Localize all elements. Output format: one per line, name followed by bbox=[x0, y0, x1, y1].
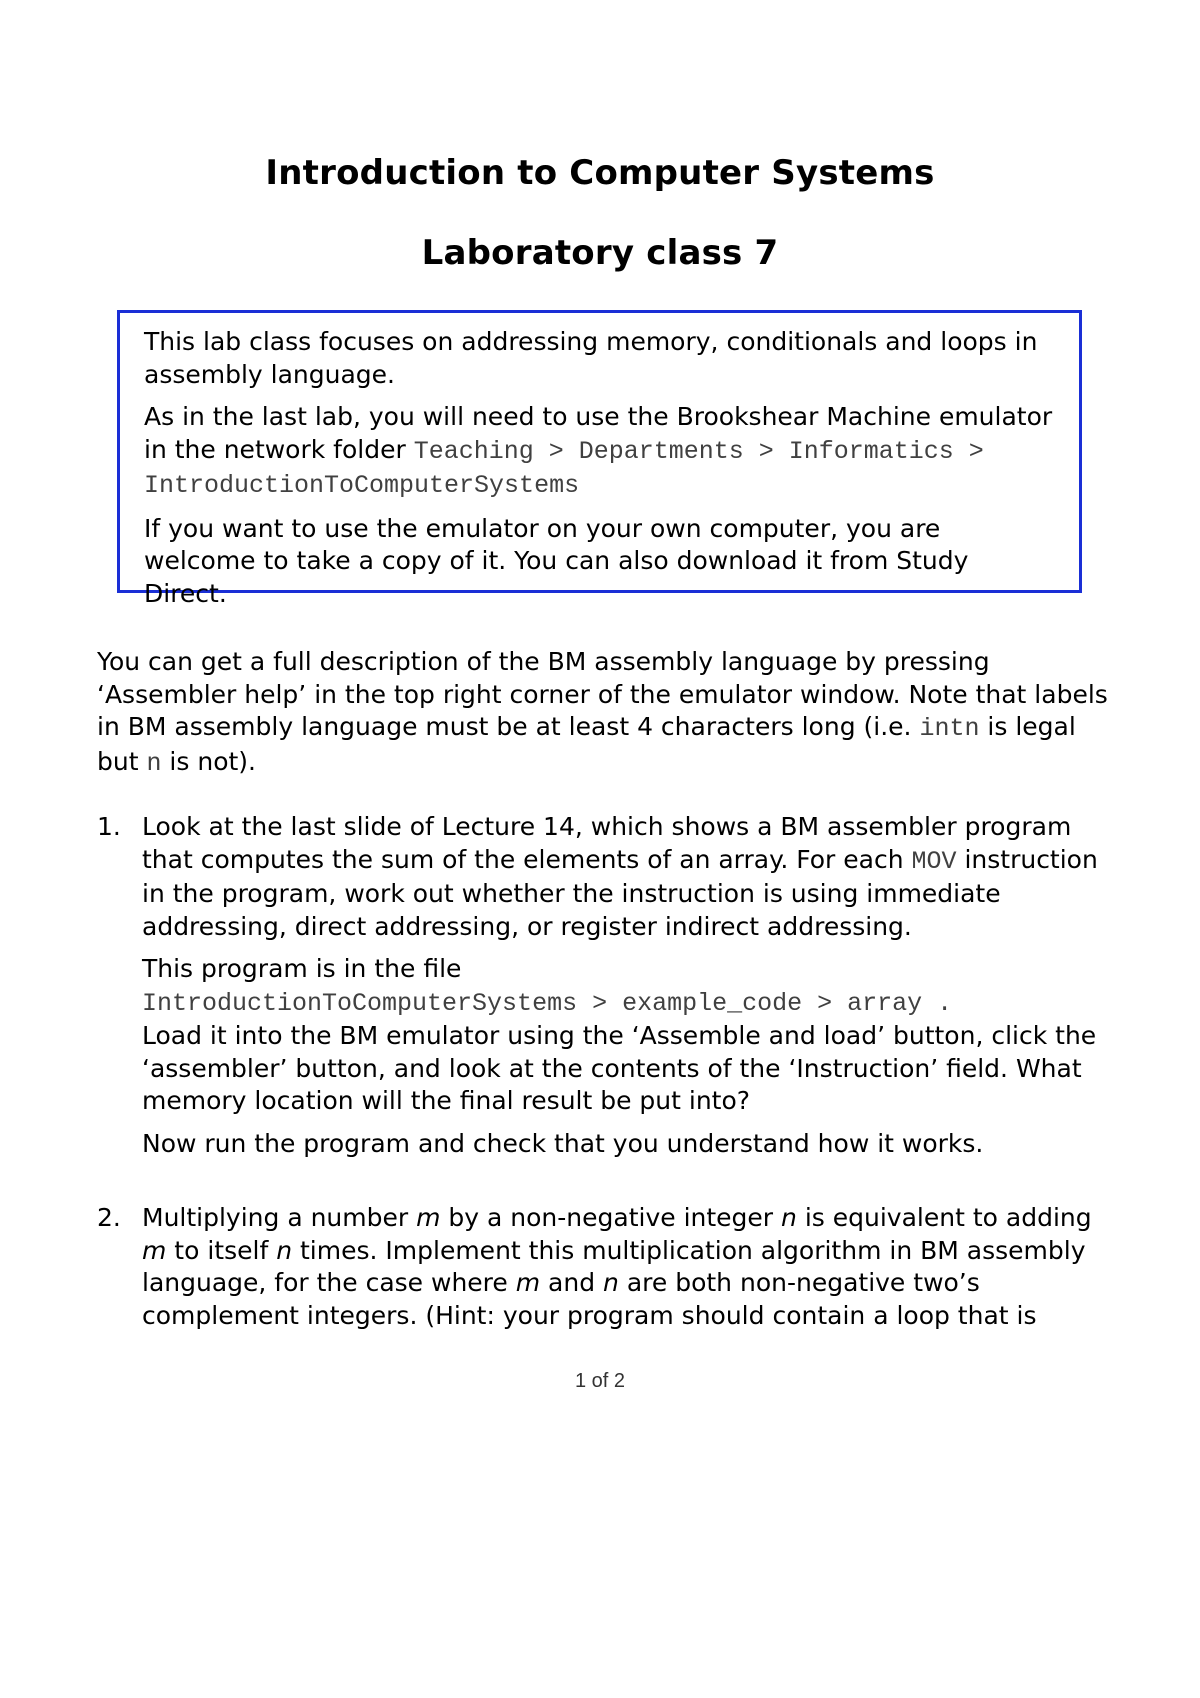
question-1-instructions: Load it into the BM emulator using the ‘Assemble and load’ button, click the ‘assembler’ button, and look at the contents of the ‘Instruction’ field. What memory location will the final result be put into? bbox=[142, 1021, 1097, 1115]
question-1-paragraph-3: Now run the program and check that you understand how it works. bbox=[142, 1128, 984, 1158]
question-1-text-2: instruction in the program, work out whether the instruction is using immediate addressing, direct addressing, or register indirect addressing. bbox=[142, 844, 1098, 941]
intro-box bbox=[117, 310, 1082, 608]
question-2 bbox=[97, 1202, 1117, 1342]
question-1-paragraph-1 bbox=[142, 811, 1117, 943]
intro-paragraph-3: If you want to use the emulator on your own computer, you are welcome to take a copy of it. You can also download it from Study Direct. bbox=[144, 513, 969, 608]
var-m: m bbox=[515, 1268, 541, 1297]
var-n: n bbox=[781, 1203, 797, 1232]
question-2-paragraph bbox=[142, 1202, 1117, 1332]
question-2-text: Multiplying a number bbox=[142, 1203, 417, 1232]
question-2-text: times. Implement this multiplication algorithm in BM assembly language, for the case where bbox=[142, 1235, 1086, 1297]
page-number: 1 of 2 bbox=[574, 1370, 626, 1392]
intro-paragraph-2-text: As in the last lab, you will need to use the Brookshear Machine emulator in the network folder bbox=[144, 402, 1053, 464]
question-2-text: are both non-negative two’s complement integers. (Hint: your program should contain a loop that is bbox=[142, 1268, 1037, 1330]
question-1-paragraph-2 bbox=[142, 953, 1117, 1118]
question-1-file-intro: This program is in the file bbox=[142, 954, 462, 983]
intro-paragraph-1: This lab class focuses on addressing memory, conditionals and loops in assembly language. bbox=[144, 327, 1038, 389]
question-1 bbox=[97, 811, 1117, 1170]
description-text-3: is not). bbox=[161, 746, 256, 776]
question-2-text: is equivalent to adding bbox=[796, 1203, 1092, 1232]
code-mov: MOV bbox=[911, 846, 957, 876]
var-n: n bbox=[603, 1268, 619, 1297]
description-text-1: You can get a full description of the BM assembly language by pressing ‘Assembler help’ in the top right corner of the emulator window. Note that labels in BM assembly language must be at least 4 characters long (i.e. bbox=[97, 647, 1108, 741]
page-subtitle: Laboratory class 7 bbox=[421, 233, 779, 273]
code-n: n bbox=[146, 748, 162, 778]
network-folder-path: Teaching > Departments > Informatics > IntroductionToComputerSystems bbox=[144, 436, 984, 500]
var-m: m bbox=[142, 1235, 167, 1265]
var-m: m bbox=[416, 1203, 441, 1232]
code-intn: intn bbox=[919, 714, 980, 743]
description-text-2: is legal but bbox=[97, 712, 1076, 776]
question-2-text: by a non-negative integer bbox=[440, 1203, 782, 1232]
intro-paragraph-2 bbox=[144, 401, 1059, 503]
question-2-text: to itself bbox=[166, 1235, 277, 1265]
question-1-text-1: Look at the last slide of Lecture 14, which shows a BM assembler program that computes the sum of the elements of an array. For each bbox=[142, 812, 1072, 874]
question-2-text: and bbox=[540, 1268, 604, 1297]
var-n: n bbox=[276, 1235, 293, 1265]
question-2-number: 2. bbox=[97, 1203, 121, 1232]
example-file-path: IntroductionToComputerSystems > example_code > array . bbox=[142, 988, 953, 1018]
question-1-number: 1. bbox=[97, 812, 121, 841]
page-title: Introduction to Computer Systems bbox=[265, 153, 935, 193]
description-paragraph bbox=[97, 646, 1117, 780]
